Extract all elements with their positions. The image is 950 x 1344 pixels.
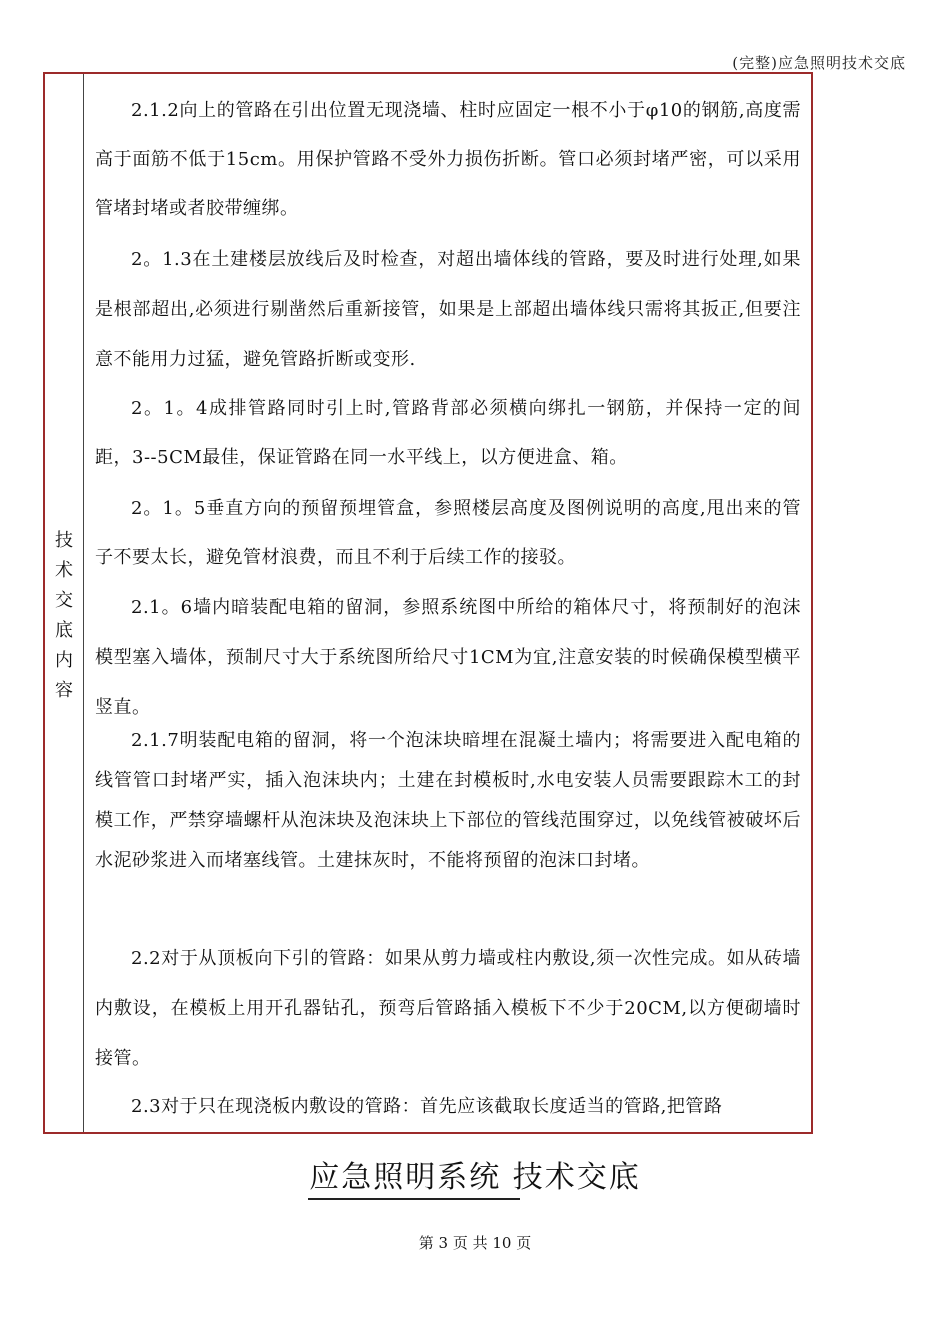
side-label-char: 术	[55, 560, 73, 581]
paragraph-2-1-2: 2.1.2向上的管路在引出位置无现浇墙、柱时应固定一根不小于φ10的钢筋,高度需高于面筋不低于15cm。用保护管路不受外力损伤折断。管口必须封堵严密，可以采用管堵封堵或者胶带缠绑。	[95, 100, 801, 219]
paragraph-2-3: 2.3对于只在现浇板内敷设的管路：首先应该截取长度适当的管路,把管路	[131, 1096, 723, 1117]
disclosure-table	[43, 72, 813, 1134]
paragraph-2-1-3: 2。1.3在土建楼层放线后及时检查，对超出墙体线的管路，要及时进行处理,如果是根部超出,必须进行剔凿然后重新接管，如果是上部超出墙体线只需将其扳正,但要注意不能用力过猛，避免管路折断或变形.	[95, 249, 801, 370]
side-label-char: 交	[55, 590, 73, 611]
side-label-char: 内	[55, 650, 73, 671]
paragraph-2-1-5: 2。1。5垂直方向的预留预埋管盒，参照楼层高度及图例说明的高度,甩出来的管子不要太长，避免管材浪费，而且不利于后续工作的接驳。	[95, 498, 801, 568]
side-label-char: 容	[55, 680, 73, 701]
paragraph-2-1-7: 2.1.7明装配电箱的留洞，将一个泡沫块暗埋在混凝土墙内；将需要进入配电箱的线管管口封堵严实，插入泡沫块内；土建在封模板时,水电安装人员需要跟踪木工的封模工作，严禁穿墙螺杆从泡沫块及泡沫块上下部位的管线范围穿过，以免线管被破坏后水泥砂浆进入而堵塞线管。土建抹灰时，不能将预留的泡沫口封堵。	[95, 730, 801, 871]
paragraph-2-1-6: 2.1。6墙内暗装配电箱的留洞，参照系统图中所给的箱体尺寸，将预制好的泡沫模型塞入墙体，预制尺寸大于系统图所给尺寸1CM为宜,注意安装的时候确保模型横平竖直。	[95, 597, 801, 718]
paragraph-2-2: 2.2对于从顶板向下引的管路：如果从剪力墙或柱内敷设,须一次性完成。如从砖墙内敷设，在模板上用开孔器钻孔，预弯后管路插入模板下不少于20CM,以方便砌墙时接管。	[95, 948, 801, 1069]
side-label-column	[45, 526, 83, 706]
paragraph-2-1-4: 2。1。4成排管路同时引上时,管路背部必须横向绑扎一钢筋，并保持一定的间距，3--5CM最佳，保证管路在同一水平线上，以方便进盒、箱。	[95, 398, 801, 468]
footer-title: 应急照明系统 技术交底	[309, 1160, 641, 1195]
running-header: (完整)应急照明技术交底	[732, 54, 906, 72]
column-divider	[83, 74, 84, 1132]
side-label-char: 底	[55, 620, 73, 641]
page-number: 第 3 页 共 10 页	[418, 1234, 532, 1252]
side-label-char: 技	[55, 530, 73, 551]
footer-underline	[308, 1198, 520, 1200]
